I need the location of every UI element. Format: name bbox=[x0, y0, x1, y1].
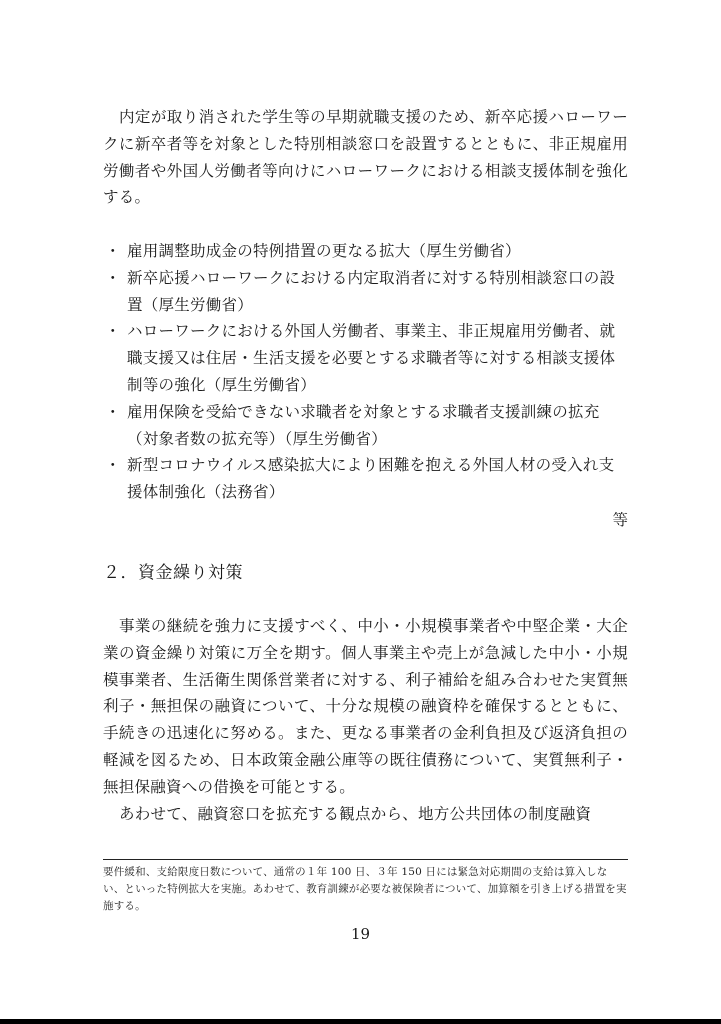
list-item bbox=[103, 265, 628, 319]
footnote-text: 要件緩和、支給限度日数について、通常の１年 100 日、３年 150 日には緊急対応期間の支給は算入しない、といった特例拡大を実施。あわせて、教育訓練が必要な被保険者について、加算額を引き上げる措置を実施する。 bbox=[103, 866, 627, 912]
section-paragraph: 事業の継続を強力に支援すべく、中小・小規模事業者や中堅企業・大企業の資金繰り対策に万全を期す。個人事業主や売上が急減した中小・小規模事業者、生活衛生関係営業者に対する、利子補給を組み合わせた実質無利子・無担保の融資について、十分な規模の融資枠を確保するとともに、手続きの迅速化に努める。また、更なる事業者の金利負担及び返済負担の軽減を図るため、日本政策金融公庫等の既往債務について、実質無利子・無担保融資への借換を可能とする。 bbox=[103, 617, 628, 796]
list-item-text: 新卒応援ハローワークにおける内定取消者に対する特別相談窓口の設置（厚生労働省） bbox=[127, 268, 616, 314]
bottom-border bbox=[0, 1019, 721, 1024]
measures-list bbox=[103, 238, 628, 506]
list-item bbox=[103, 452, 628, 506]
list-item bbox=[103, 318, 628, 398]
bullet-marker: ・ bbox=[105, 268, 121, 287]
list-item-text: 雇用調整助成金の特例措置の更なる拡大（厚生労働省） bbox=[127, 242, 521, 260]
bullet-marker: ・ bbox=[105, 456, 121, 475]
list-item-text: ハローワークにおける外国人労働者、事業主、非正規雇用労働者、就職支援又は住居・生活支援を必要とする求職者等に対する相談支援体制等の強化（厚生労働省） bbox=[127, 322, 616, 394]
bullet-marker: ・ bbox=[105, 322, 121, 341]
section-heading: ２．資金繰り対策 bbox=[103, 563, 243, 583]
list-item-text: 新型コロナウイルス感染拡大により困難を抱える外国人材の受入れ支援体制強化（法務省） bbox=[127, 456, 615, 502]
list-item-text: 雇用保険を受給できない求職者を対象とする求職者支援訓練の拡充（対象者数の拡充等）（厚生労働省） bbox=[127, 402, 600, 448]
etc-label: 等 bbox=[612, 511, 628, 529]
footnote-divider bbox=[103, 859, 628, 860]
list-item bbox=[103, 238, 628, 265]
page-number: 19 bbox=[350, 925, 371, 943]
bullet-marker: ・ bbox=[105, 402, 121, 421]
section-paragraph: あわせて、融資窓口を拡充する観点から、地方公共団体の制度融資 bbox=[119, 805, 592, 823]
bullet-marker: ・ bbox=[105, 242, 121, 260]
intro-paragraph: 内定が取り消された学生等の早期就職支援のため、新卒応援ハローワークに新卒者等を対象とした特別相談窓口を設置するとともに、非正規雇用労働者や外国人労働者等向けにハローワークにおける相談支援体制を強化する。 bbox=[103, 108, 628, 207]
list-item bbox=[103, 399, 628, 453]
